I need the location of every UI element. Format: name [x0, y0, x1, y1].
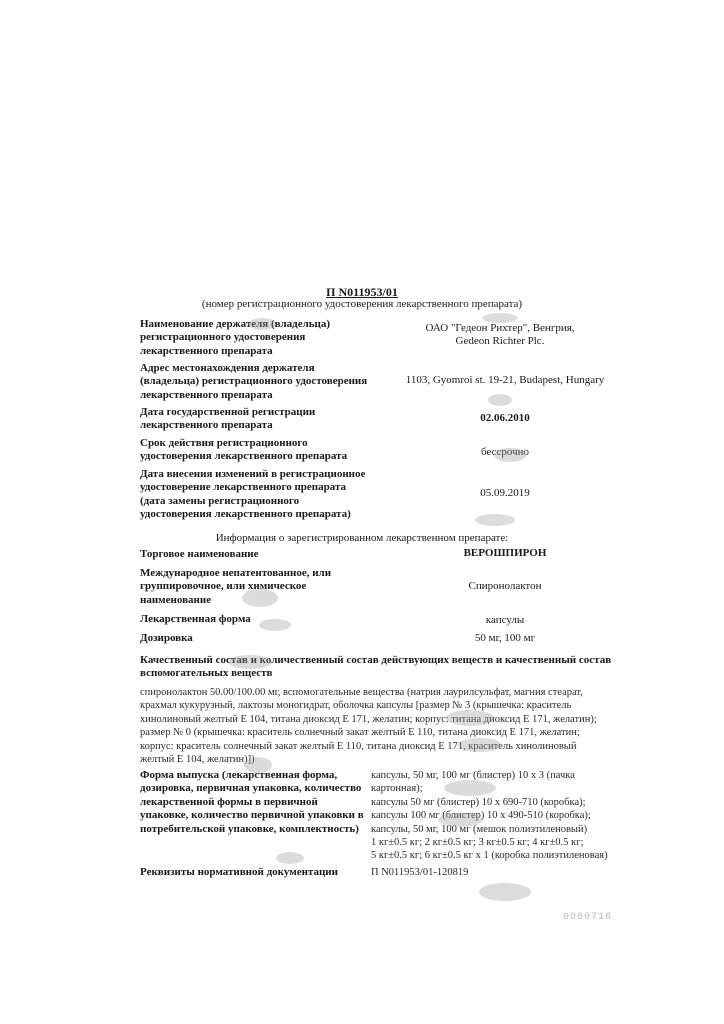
info-heading: Информация о зарегистрированном лекарственном препарате:	[215, 532, 509, 544]
packaging-line: капсулы 100 мг (блистер) 10 х 490-510 (коробка);	[371, 810, 591, 822]
label-line: удостоверение лекарственного препарата	[140, 481, 347, 494]
composition-heading	[140, 654, 630, 681]
trade-name-label: Торговое наименование	[140, 548, 259, 560]
label-line: наименование	[140, 593, 212, 606]
composition-line: корпус: краситель солнечный закат желтый Е 110, титана диоксид Е 171, краситель хинолиновый	[140, 740, 577, 752]
dosage-form-label: Лекарственная форма	[140, 613, 251, 625]
label-line: Международное непатентованное, или	[140, 567, 332, 579]
registration-number-caption: (номер регистрационного удостоверения лекарственного препарата)	[201, 298, 523, 310]
regulatory-docs-label: Реквизиты нормативной документации	[140, 866, 338, 878]
label-line: лекарственного препарата	[140, 344, 273, 357]
speckle	[479, 883, 531, 901]
label-line: Дата государственной регистрации	[140, 406, 316, 418]
speckle	[276, 852, 304, 864]
label-line: потребительской упаковке, комплектность)	[140, 822, 359, 835]
packaging-line: капсулы 50 мг (блистер) 10 х 690-710 (коробка);	[371, 796, 586, 808]
footer-stamp-number: 0000716	[563, 912, 613, 923]
value-line: Gedeon Richter Plc.	[455, 335, 545, 348]
label-line: регистрационного удостоверения	[140, 331, 306, 344]
inn-value: Спиронолактон	[468, 580, 542, 592]
dosage-label: Дозировка	[140, 632, 193, 644]
packaging-line: капсулы, 50 мг, 100 мг (мешок полиэтиленовый)	[371, 823, 588, 835]
holder-address-value: 1103, Gyomroi st. 19-21, Budapest, Hungary	[405, 374, 605, 386]
packaging-label	[140, 769, 370, 836]
label-line: лекарственной формы в первичной	[140, 795, 318, 808]
composition-line: размер № 0 (крышечка: краситель солнечный закат желтый Е 110, титана диоксид Е 171, желатин;	[140, 727, 580, 739]
label-line: Адрес местонахождения держателя	[140, 362, 315, 374]
label-line: (владельца) регистрационного удостоверения	[140, 375, 368, 388]
label-line: Наименование держателя (владельца)	[140, 318, 331, 330]
label-line: удостоверения лекарственного препарата	[140, 450, 348, 463]
packaging-value	[371, 769, 631, 863]
composition-line: крахмал кукурузный, лактозы моногидрат, оболочка капсулы [размер № 3 (крышечка: краситель	[140, 700, 572, 712]
label-line: группировочное, или химическое	[140, 580, 307, 593]
label-line: лекарственного препарата	[140, 419, 273, 432]
amendment-date-value: 05.09.2019	[480, 487, 530, 499]
label-line: удостоверения лекарственного препарата)	[140, 508, 351, 521]
holder-address-label	[140, 362, 375, 402]
label-line: лекарственного препарата	[140, 388, 273, 401]
composition-line: хинолиновый желтый Е 104, титана диоксид Е 171, желатин; корпус: титана диоксид Е 171, желатин);	[140, 713, 597, 725]
label-line: (дата замены регистрационного	[140, 494, 300, 507]
speckle	[488, 394, 512, 406]
value-line: ОАО "Гедеон Рихтер", Венгрия,	[425, 322, 575, 334]
regulatory-docs-value: П N011953/01-120819	[371, 867, 469, 878]
registration-date-value: 02.06.2010	[480, 412, 530, 424]
composition-line: спиронолактон 50.00/100.00 мг, вспомогательные вещества (натрия лаурилсульфат, магния стеарат,	[140, 687, 583, 698]
dosage-value: 50 мг, 100 мг	[474, 632, 536, 644]
amendment-date-label	[140, 468, 375, 522]
dosage-form-value: капсулы	[485, 614, 525, 626]
composition-line: желтый Е 104, желатин)])	[140, 754, 255, 766]
label-line: дозировка, первичная упаковка, количество	[140, 782, 362, 795]
holder-name-value	[395, 322, 605, 349]
label-line: упаковке, количество первичной упаковки в	[140, 809, 364, 822]
validity-period-value: бессрочно	[480, 446, 529, 458]
trade-name-value: ВЕРОШПИРОН	[463, 547, 547, 559]
inn-label	[140, 567, 375, 607]
packaging-line: 5 кг±0.5 кг; 6 кг±0.5 кг х 1 (коробка полиэтиленовая)	[371, 850, 608, 862]
heading-line: вспомогательных веществ	[140, 667, 273, 680]
validity-period-label	[140, 437, 375, 464]
speckle	[475, 514, 515, 526]
heading-line: Качественный состав и количественный состав действующих веществ и качественный состав	[140, 654, 612, 666]
label-line: Дата внесения изменений в регистрационное	[140, 468, 366, 480]
registration-number: П N011953/01	[326, 285, 398, 299]
composition-text	[140, 686, 630, 766]
packaging-line: капсулы, 50 мг, 100 мг (блистер) 10 х 3 (пачка	[371, 770, 575, 781]
registration-date-label	[140, 406, 375, 433]
label-line: Форма выпуска (лекарственная форма,	[140, 769, 338, 781]
label-line: Срок действия регистрационного	[140, 437, 308, 449]
holder-name-label	[140, 318, 375, 358]
packaging-line: картонная);	[371, 783, 423, 795]
packaging-line: 1 кг±0.5 кг; 2 кг±0.5 кг; 3 кг±0.5 кг; 4 кг±0.5 кг;	[371, 837, 584, 849]
